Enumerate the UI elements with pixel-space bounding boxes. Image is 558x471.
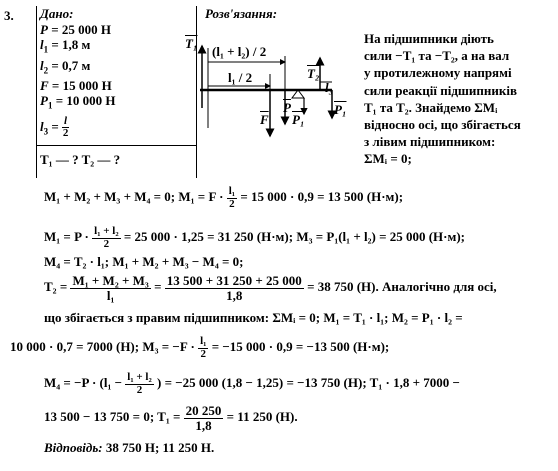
find-text: T₁ — ? T₂ — ? xyxy=(40,152,121,167)
side-line-1: На підшипники діють xyxy=(364,31,494,46)
side-line-5: T₁ та T₂. Знайдемо ΣMᵢ xyxy=(364,99,498,115)
side-line-3: у протилежному напрямі xyxy=(364,65,512,81)
side-line-4: сили реакції підшипників xyxy=(364,82,517,98)
given-list xyxy=(40,22,115,140)
given-f: F = 15 000 Н xyxy=(40,78,112,94)
eq-line-1: M₁ + M₂ + M₃ + M₄ = 0; M₁ = F · $\frac{\text{l₁}}{2}$ = 15 000 · 0,9 = 13 500 (Н·м); xyxy=(44,185,404,210)
side-line-6: відносно осі, що збігається xyxy=(364,117,521,133)
given-l1: $l_1 = 1,8$ м xyxy=(40,37,91,55)
problem-number: 3. xyxy=(4,8,14,23)
answer-label: Відповідь: xyxy=(44,440,103,455)
label-p: $\overline{P}$ xyxy=(283,100,291,115)
label-mid-dim: l₁ / 2 xyxy=(228,70,253,85)
eq-line-2: M₁ = P · $\frac{\text{l₁ + l₂}}{2}$ = 25 000 · 1,25 = 31 250 (Н·м); M₃ = P₁(l₁ + l₂) = 25 000 (Н·м); xyxy=(44,225,466,250)
given-vertical-line xyxy=(36,6,37,178)
eq-line-7: M₄ = −P · (l₁ − $\frac{\text{l₁ + l₂}}{2}$ ) = −25 000 (1,8 − 1,25) = −13 750 (Н); T₁ · 1,8 + 7000 − xyxy=(44,371,460,396)
label-t1: T₁ xyxy=(185,36,198,51)
label-top-dim: (l₁ + l₂) / 2 xyxy=(212,44,267,59)
side-line-2: сили −T₁ та −T₂, а на вал xyxy=(364,48,510,64)
label-p1-right: P₁ xyxy=(334,102,347,117)
eq-line-3: M₄ = T₂ · l₁; M₁ + M₂ + M₃ − M₄ = 0; xyxy=(44,254,244,269)
given-l2: $l_2 = 0,7$ м xyxy=(40,57,91,76)
side-line-7: з лівим підшипником: xyxy=(364,134,496,150)
label-t2: T₂ xyxy=(307,66,320,81)
given-p1: $P_1 = 10$ 000 Н xyxy=(40,93,116,111)
given-p: P = 25 000 Н xyxy=(40,22,111,37)
answer-line xyxy=(44,440,214,456)
solution-title: Розв'язання: xyxy=(205,6,278,21)
given-divider xyxy=(36,145,196,146)
label-p1: P₁ xyxy=(292,112,305,127)
given-title: Дано: xyxy=(40,6,74,21)
side-line-8: ΣMᵢ = 0; xyxy=(364,151,412,167)
eq-line-8: 13 500 − 13 750 = 0; T₁ = $\frac{20 250}{1,8}$ = 11 250 (Н). xyxy=(44,403,298,433)
label-f: $\overline{F}$ xyxy=(260,112,269,127)
side-text xyxy=(364,30,521,168)
eq-line-5: що збігається з правим підшипником: ΣMᵢ = 0; M₁ = T₁ · l₁; M₂ = P₁ · l₂ = xyxy=(44,310,463,325)
eq-line-4: T₂ = $\frac{\text{M₁ + M₂ + M₃}}{\text{l₁}}$ = $\frac{13 500 + 31 250 + 25 000}{1,8}$ = 38 750 (Н). Аналогічно для осі, xyxy=(44,273,497,303)
label-l3: l₃ xyxy=(325,80,334,95)
answer-value: 38 750 Н; 11 250 Н. xyxy=(105,440,215,455)
eq-line-6: 10 000 · 0,7 = 7000 (Н); M₃ = −F · $\frac{\text{l₁}}{2}$ = −15 000 · 0,9 = −13 500 (Н·м); xyxy=(10,335,390,360)
given-l3: $l_3$ = $\frac{l}{2}$ xyxy=(40,114,69,140)
